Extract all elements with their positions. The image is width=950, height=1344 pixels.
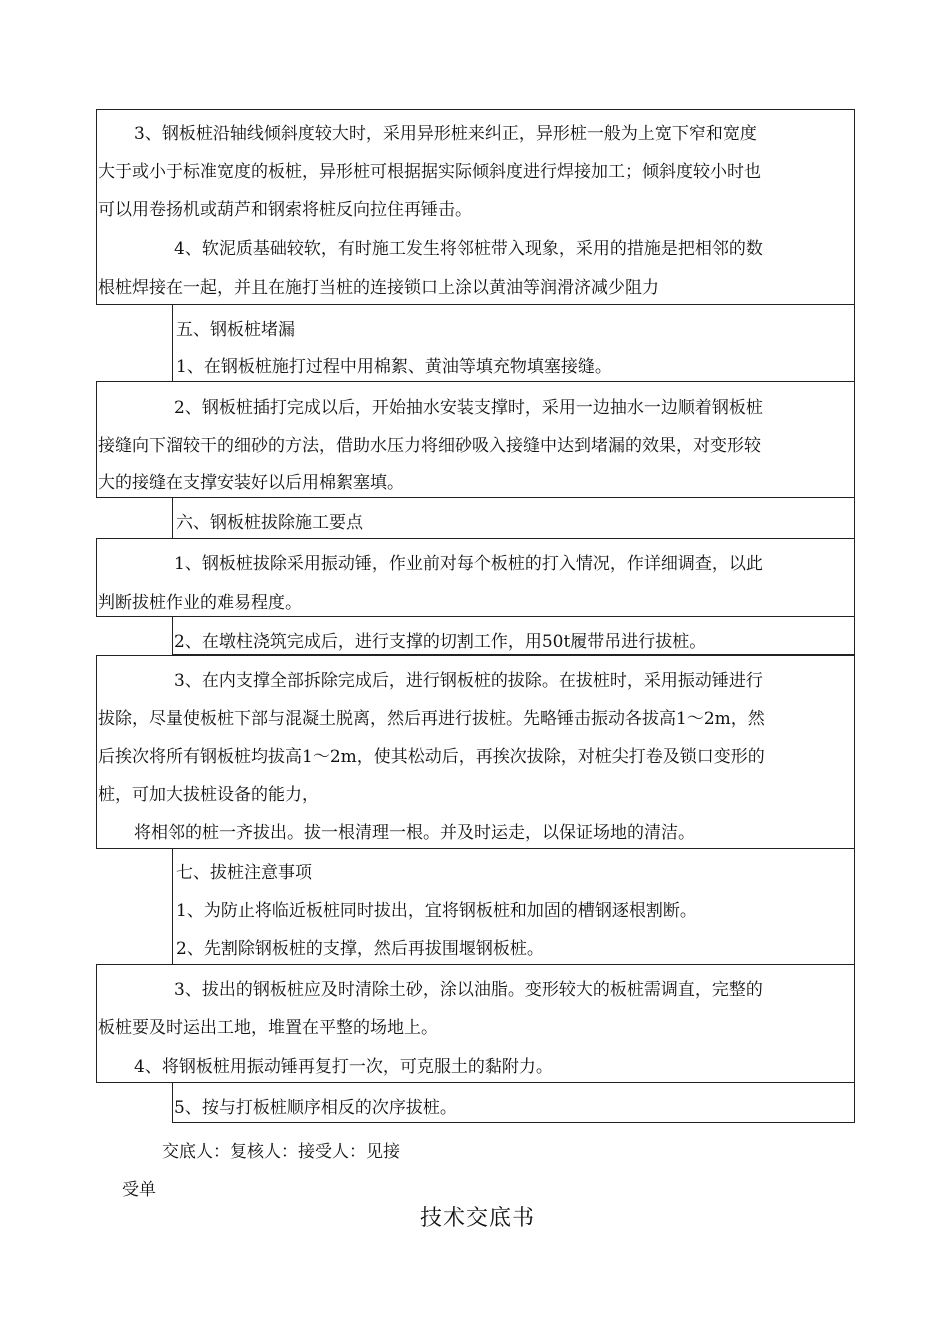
signature-line: 交底人：复核人：接受人：见接 (162, 1142, 400, 1162)
section-5-right-rule (854, 305, 855, 381)
next-page-title: 技术交底书 (420, 1206, 536, 1231)
block3-line-1: 1、钢板桩拔除采用振动锤，作业前对每个板桩的打入情况，作详细调查，以此 (174, 554, 763, 574)
block3-line-2: 判断拔桩作业的难易程度。 (98, 593, 302, 613)
block5-line-3: 后挨次将所有钢板桩均拔高1〜2m，使其松动后，再挨次拔除，对桩尖打卷及锁口变形的 (98, 747, 765, 767)
signature-continuation: 受单 (122, 1180, 156, 1200)
block2-line-2: 接缝向下溜较干的细砂的方法，借助水压力将细砂吸入接缝中达到堵漏的效果，对变形较 (98, 436, 761, 456)
block2-line-3: 大的接缝在支撑安装好以后用棉絮塞填。 (98, 473, 404, 493)
block5-line-2: 拔除，尽量使板桩下部与混凝土脱离，然后再进行拔桩。先略锤击振动各拔高1〜2m，然 (98, 709, 765, 729)
section-5-rule (172, 305, 173, 381)
block6-line-2: 板桩要及时运出工地，堆置在平整的场地上。 (98, 1018, 438, 1038)
block1-line-2: 大于或小于标准宽度的板桩，异形桩可根据据实际倾斜度进行焊接加工；倾斜度较小时也 (98, 162, 761, 182)
block5-line-1: 3、在内支撑全部拆除完成后，进行钢板桩的拔除。在拔桩时，采用振动锤进行 (174, 671, 763, 691)
block6-line-3: 4、将钢板桩用振动锤再复打一次，可克服土的黏附力。 (134, 1057, 553, 1077)
block7-line: 5、按与打板桩顺序相反的次序拔桩。 (174, 1098, 457, 1118)
section-6-heading: 六、钢板桩拔除施工要点 (176, 513, 363, 533)
section-7-right-rule (854, 849, 855, 964)
block5-line-4: 桩，可加大拔桩设备的能力， (98, 785, 319, 805)
section-5-item-1: 1、在钢板桩施打过程中用棉絮、黄油等填充物填塞接缝。 (176, 357, 612, 377)
section-7-item-1: 1、为防止将临近板桩同时拔出，宜将钢板桩和加固的槽钢逐根割断。 (176, 901, 697, 921)
section-7-item-2: 2、先割除钢板桩的支撑，然后再拔围堰钢板桩。 (176, 939, 544, 959)
block5-line-5: 将相邻的桩一齐拔出。拔一根清理一根。并及时运走，以保证场地的清洁。 (134, 823, 695, 843)
block1-line-5: 根桩焊接在一起，并且在施打当桩的连接锁口上涂以黄油等润滑济减少阻力 (98, 278, 659, 298)
block6-line-1: 3、拔出的钢板桩应及时清除土砂，涂以油脂。变形较大的板桩需调直，完整的 (174, 980, 763, 1000)
block1-line-1: 3、钢板桩沿轴线倾斜度较大时，采用异形桩来纠正，异形桩一般为上宽下窄和宽度 (134, 124, 757, 144)
block1-line-3: 可以用卷扬机或葫芦和钢索将桩反向拉住再锤击。 (98, 200, 472, 220)
section-7-rule (172, 849, 173, 964)
section-6-right-rule (854, 498, 855, 538)
block1-line-4: 4、软泥质基础较软，有时施工发生将邻桩带入现象，采用的措施是把相邻的数 (174, 239, 763, 259)
section-6-rule (172, 498, 173, 538)
section-7-heading: 七、拔桩注意事项 (176, 863, 312, 883)
block2-line-1: 2、钢板桩插打完成以后，开始抽水安装支撑时，采用一边抽水一边顺着钢板桩 (174, 398, 763, 418)
section-5-heading: 五、钢板桩堵漏 (176, 320, 295, 340)
block4-line: 2、在墩柱浇筑完成后，进行支撑的切割工作，用50t履带吊进行拔桩。 (174, 632, 707, 652)
